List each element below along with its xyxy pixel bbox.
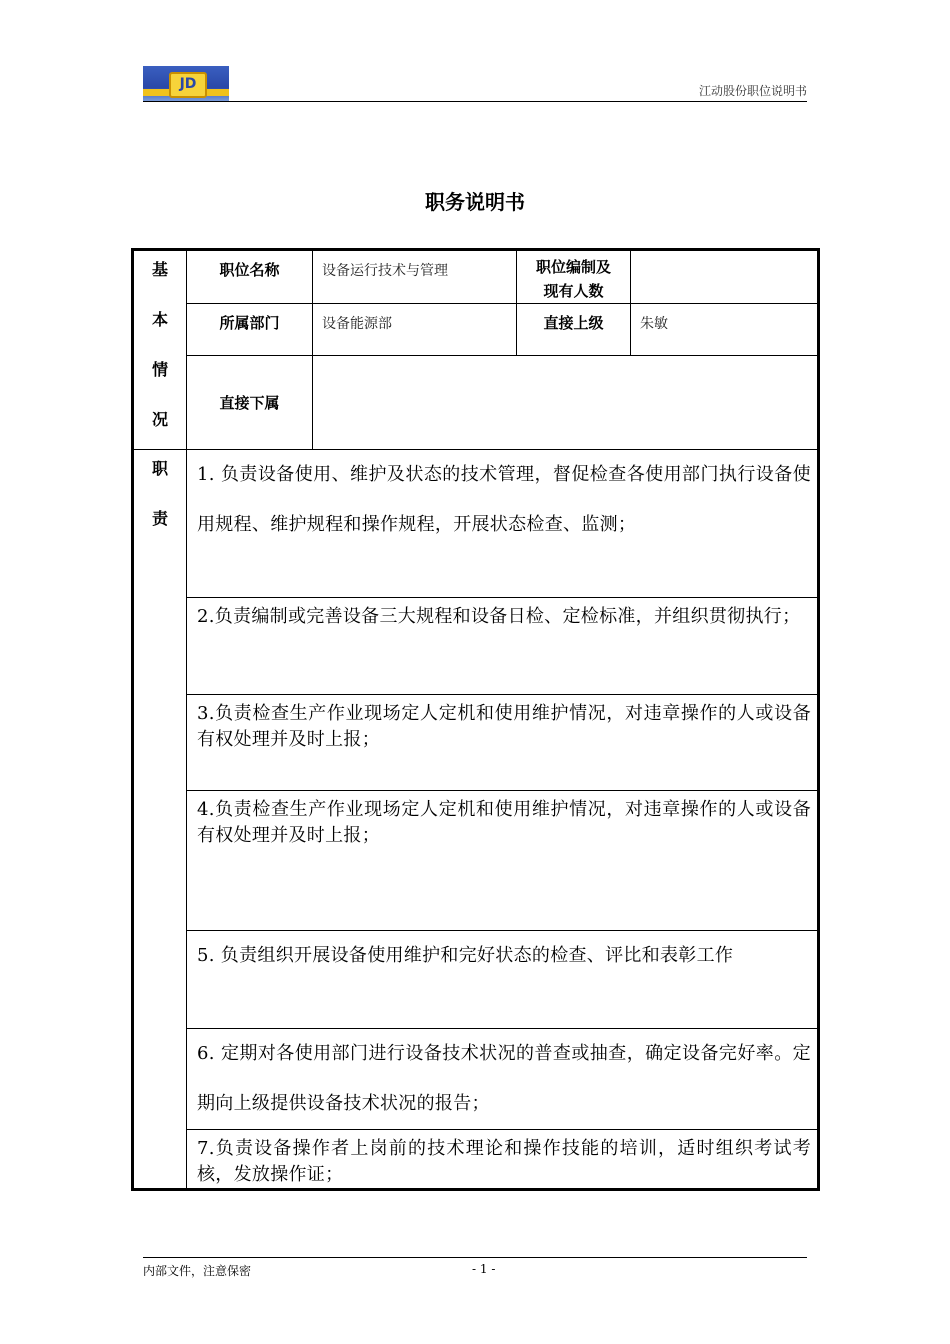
side-char: 职 [151,459,168,478]
department-label: 所属部门 [187,304,313,356]
subordinate-label: 直接下属 [187,356,313,450]
duty-item-4: 4.负责检查生产作业现场定人定机和使用维护情况，对违章操作的人或设备有权处理并及时上报； [187,791,819,931]
subordinate-value [313,356,819,450]
page-title: 职务说明书 [425,190,525,214]
job-description-table [131,248,820,1191]
headcount-label-line: 现有人数 [543,282,604,300]
duty-row [133,1130,819,1190]
logo-text: JD [179,76,197,92]
position-name-value: 设备运行技术与管理 [313,250,517,304]
row-subordinate [133,356,819,450]
headcount-value [631,250,819,304]
duty-row [133,450,819,598]
duty-row [133,931,819,1029]
header-rule [143,101,807,102]
duty-item-6: 6. 定期对各使用部门进行设备技术状况的普查或抽查，确定设备完好率。定期向上级提供设备技术状况的报告； [187,1029,819,1130]
duties-label [133,450,187,1190]
side-char: 情 [151,360,168,379]
duty-item-1: 1. 负责设备使用、维护及状态的技术管理，督促检查各使用部门执行设备使用规程、维护规程和操作规程，开展状态检查、监测； [187,450,819,598]
duty-item-2: 2.负责编制或完善设备三大规程和设备日检、定检标准，并组织贯彻执行； [187,598,819,695]
headcount-label-line: 职位编制及 [535,258,611,276]
page-number: - 1 - [472,1262,496,1276]
supervisor-value: 朱敏 [631,304,819,356]
duty-row [133,791,819,931]
logo-mark [169,72,207,98]
header-doc-series: 江动股份职位说明书 [698,84,807,98]
row-department [133,304,819,356]
headcount-label [517,250,631,304]
duty-row [133,1029,819,1130]
duty-item-3: 3.负责检查生产作业现场定人定机和使用维护情况，对违章操作的人或设备有权处理并及时上报； [187,695,819,791]
duty-row [133,695,819,791]
position-name-label: 职位名称 [187,250,313,304]
duty-item-7: 7.负责设备操作者上岗前的技术理论和操作技能的培训，适时组织考试考核，发放操作证； [187,1130,819,1190]
side-char: 责 [151,509,168,528]
footer-rule [143,1257,807,1258]
side-char: 基 [151,260,168,279]
row-position [133,250,819,304]
supervisor-label: 直接上级 [517,304,631,356]
duty-row [133,598,819,695]
basic-info-label [133,250,187,450]
department-value: 设备能源部 [313,304,517,356]
footer-notice: 内部文件，注意保密 [143,1264,252,1278]
side-char: 况 [151,410,168,429]
duty-item-5: 5. 负责组织开展设备使用维护和完好状态的检查、评比和表彰工作 [187,931,819,1029]
company-logo [143,66,229,102]
side-char: 本 [151,310,168,329]
